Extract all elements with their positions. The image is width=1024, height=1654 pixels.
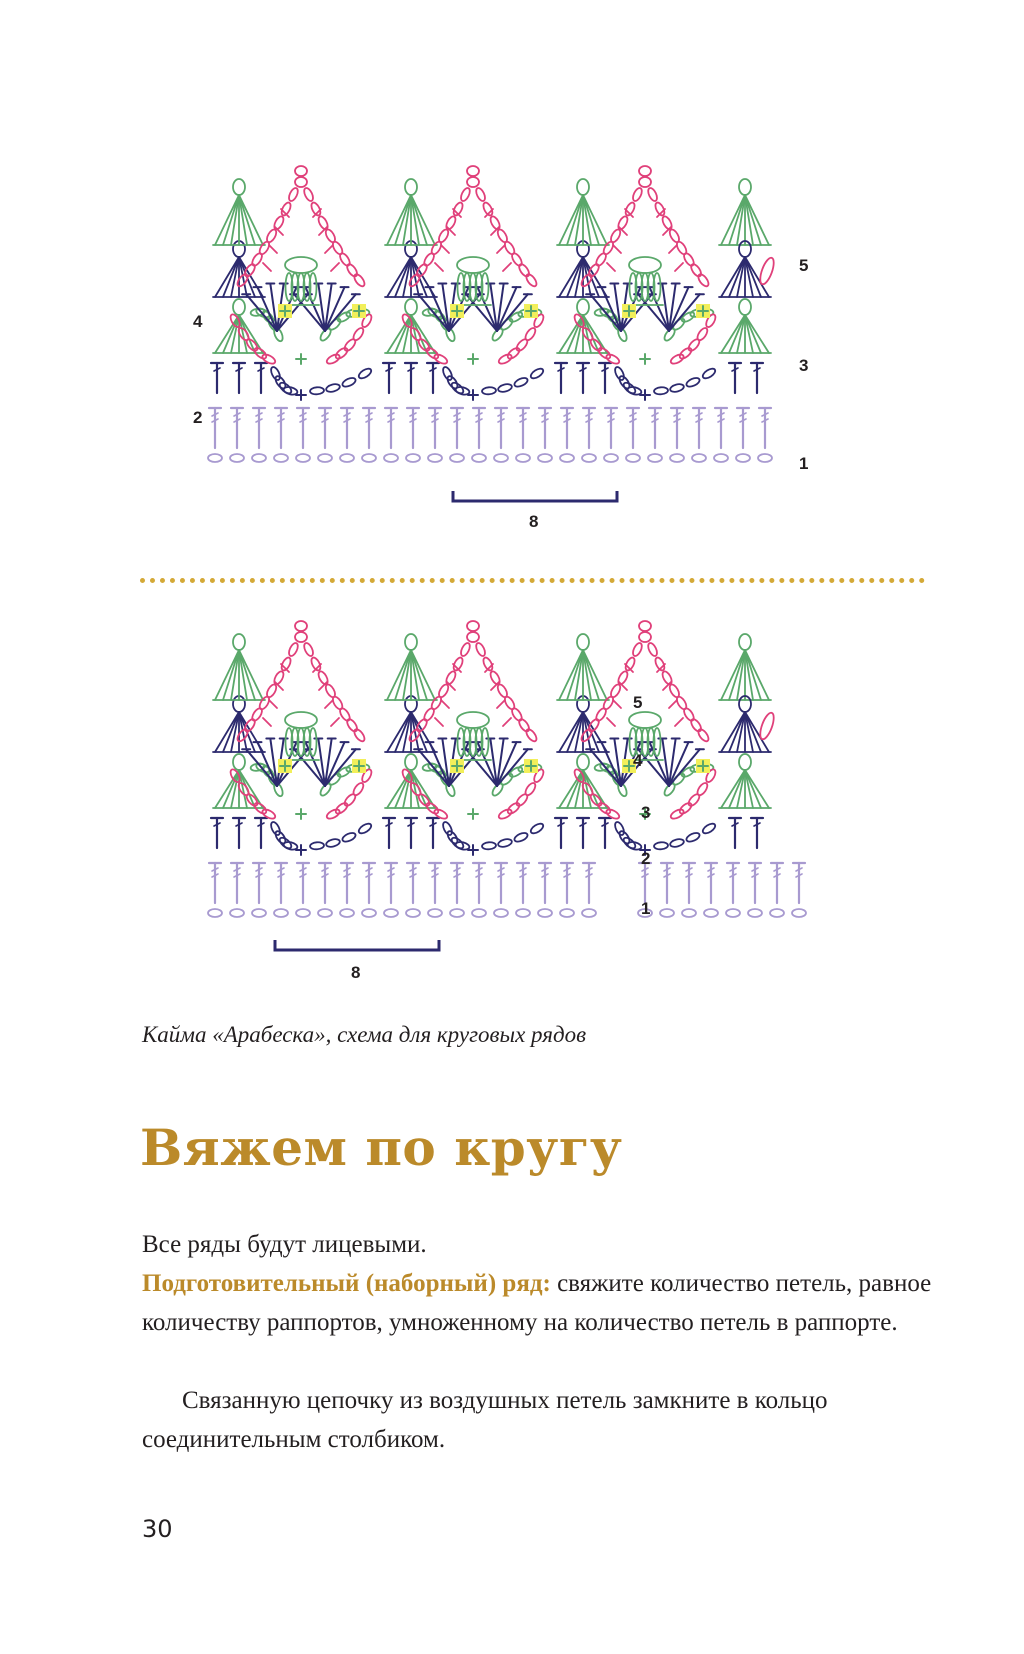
- row-label-3: 3: [641, 803, 651, 822]
- chart-stitch-pattern: [208, 166, 776, 462]
- row1-chain-stitch: [660, 909, 674, 917]
- row1-chain-stitch: [318, 909, 332, 917]
- row1-double-crochet: [561, 408, 573, 448]
- row1-double-crochet: [385, 863, 397, 903]
- row-label-4: 4: [193, 312, 203, 331]
- row1-chain-stitch: [450, 454, 464, 462]
- row2-double-crochet: [233, 363, 245, 393]
- row2-double-crochet: [211, 363, 223, 393]
- row5-cone-stitch: [213, 634, 265, 700]
- row1-double-crochet: [705, 863, 717, 903]
- row1-double-crochet: [209, 408, 221, 448]
- row1-chain-stitch: [792, 909, 806, 917]
- row1-double-crochet: [429, 863, 441, 903]
- row4-fan-stitch: [462, 738, 532, 786]
- row1-chain-stitch: [494, 454, 508, 462]
- row4-fan-stitch: [462, 283, 532, 331]
- row3-cone-stitch: [719, 754, 771, 808]
- row5-single-crochet: [450, 759, 464, 773]
- row5-single-crochet: [696, 304, 710, 318]
- row5-single-crochet: [352, 304, 366, 318]
- row-label-5: 5: [799, 256, 809, 275]
- row1-chain-stitch: [516, 909, 530, 917]
- row1-double-crochet: [297, 863, 309, 903]
- row1-double-crochet: [495, 863, 507, 903]
- row4-fan-stitch: [634, 283, 704, 331]
- row-label-1: 1: [641, 899, 651, 918]
- row1-double-crochet: [605, 408, 617, 448]
- row1-chain-stitch: [318, 454, 332, 462]
- row1-double-crochet: [539, 863, 551, 903]
- row1-chain-stitch: [670, 454, 684, 462]
- row1-double-crochet: [759, 408, 771, 448]
- row4-cone-stitch: [557, 696, 609, 752]
- row2-double-crochet: [233, 818, 245, 848]
- row1-double-crochet: [639, 863, 651, 903]
- row1-chain-stitch: [208, 909, 222, 917]
- row5-shell-stitch: [455, 257, 491, 305]
- row5-edge-stitch: [758, 256, 777, 286]
- row1-chain-stitch: [748, 909, 762, 917]
- row1-chain-stitch: [274, 909, 288, 917]
- row4-cone-stitch: [385, 696, 437, 752]
- row1-chain-stitch: [538, 454, 552, 462]
- row1-double-crochet: [253, 408, 265, 448]
- row5-shell-stitch: [283, 257, 319, 305]
- row5-cone-stitch: [213, 179, 265, 245]
- row1-double-crochet: [495, 408, 507, 448]
- row3-single-crochet: [468, 354, 478, 364]
- row1-double-crochet: [275, 408, 287, 448]
- row1-chain-stitch: [736, 454, 750, 462]
- row1-chain-stitch: [726, 909, 740, 917]
- figure-caption: Кайма «Арабеска», схема для круговых рядов: [142, 1022, 587, 1047]
- row5-single-crochet: [278, 304, 292, 318]
- row1-chain-stitch: [428, 454, 442, 462]
- row2-chain-arc: [269, 366, 298, 396]
- row4-fan-stitch: [634, 738, 704, 786]
- row1-double-crochet: [363, 408, 375, 448]
- repeat-label-8: 8: [351, 963, 361, 982]
- row2-double-crochet: [599, 818, 611, 848]
- row1-chain-stitch: [472, 454, 486, 462]
- row1-chain-stitch: [428, 909, 442, 917]
- foundation-row-text: свяжите количество петель, равное количеству раппортов, умноженному на количество петель в раппорте.: [142, 1270, 932, 1336]
- chart-stitch-pattern: [208, 621, 806, 917]
- row2-chain-arc: [441, 366, 470, 396]
- row1-chain-stitch: [692, 454, 706, 462]
- row3-single-crochet: [296, 354, 306, 364]
- row2-double-crochet: [555, 818, 567, 848]
- row2-double-crochet: [211, 818, 223, 848]
- row2-chain-arc: [310, 822, 373, 850]
- row2-double-crochet: [405, 818, 417, 848]
- row1-double-crochet: [231, 408, 243, 448]
- row2-double-crochet: [383, 363, 395, 393]
- row2-double-crochet: [383, 818, 395, 848]
- row1-double-crochet: [209, 863, 221, 903]
- row3-single-crochet: [468, 809, 478, 819]
- paragraph-foundation-row: [142, 1264, 942, 1342]
- dotted-divider: [140, 578, 925, 583]
- row1-chain-stitch: [714, 454, 728, 462]
- row5-cone-stitch: [719, 179, 771, 245]
- row1-chain-stitch: [538, 909, 552, 917]
- row1-double-crochet: [793, 863, 805, 903]
- row1-double-crochet: [749, 863, 761, 903]
- row4-cone-stitch: [385, 241, 437, 297]
- row5-shell-stitch: [283, 712, 319, 760]
- row1-chain-stitch: [230, 909, 244, 917]
- row-label-1: 1: [799, 454, 809, 473]
- section-heading: Вяжем по кругу: [140, 1118, 623, 1177]
- row2-chain-arc: [654, 822, 717, 850]
- row1-double-crochet: [341, 408, 353, 448]
- row2-chain-arc: [310, 367, 373, 395]
- row1-chain-stitch: [560, 454, 574, 462]
- row2-double-crochet: [751, 818, 763, 848]
- row2-double-crochet: [405, 363, 417, 393]
- term-foundation-row: Подготовительный (наборный) ряд:: [142, 1270, 551, 1297]
- row1-chain-stitch: [582, 454, 596, 462]
- crochet-chart-circular: [205, 600, 870, 1020]
- row1-double-crochet: [253, 863, 265, 903]
- row1-double-crochet: [275, 863, 287, 903]
- row-label-2: 2: [641, 849, 651, 868]
- row1-chain-stitch: [406, 454, 420, 462]
- row1-double-crochet: [451, 408, 463, 448]
- row1-double-crochet: [715, 408, 727, 448]
- row1-chain-stitch: [770, 909, 784, 917]
- row-label-3: 3: [799, 356, 809, 375]
- row1-double-crochet: [771, 863, 783, 903]
- row5-shell-stitch: [455, 712, 491, 760]
- row1-chain-stitch: [682, 909, 696, 917]
- page-number: 30: [142, 1515, 173, 1543]
- row1-double-crochet: [385, 408, 397, 448]
- repeat-bracket: [453, 491, 617, 531]
- row5-single-crochet: [352, 759, 366, 773]
- row5-single-crochet: [450, 304, 464, 318]
- row1-double-crochet: [539, 408, 551, 448]
- row1-double-crochet: [583, 863, 595, 903]
- row5-shell-stitch: [627, 257, 663, 305]
- repeat-bracket: [275, 940, 439, 982]
- row1-chain-stitch: [450, 909, 464, 917]
- row1-chain-stitch: [406, 909, 420, 917]
- crochet-chart-linear: [193, 155, 870, 555]
- row1-double-crochet: [661, 863, 673, 903]
- row5-cone-stitch: [385, 634, 437, 700]
- row1-double-crochet: [627, 408, 639, 448]
- row1-chain-stitch: [362, 454, 376, 462]
- row4-cone-stitch: [213, 696, 265, 752]
- row1-chain-stitch: [252, 454, 266, 462]
- row2-chain-arc: [441, 821, 470, 851]
- row1-chain-stitch: [362, 909, 376, 917]
- row1-double-crochet: [561, 863, 573, 903]
- row3-single-crochet: [640, 354, 650, 364]
- row5-cone-stitch: [385, 179, 437, 245]
- row5-single-crochet: [622, 304, 636, 318]
- crochet-diagram-bottom: [205, 600, 870, 1020]
- row1-double-crochet: [517, 863, 529, 903]
- row2-double-crochet: [729, 363, 741, 393]
- row1-double-crochet: [451, 863, 463, 903]
- row5-edge-stitch: [758, 711, 777, 741]
- row1-chain-stitch: [340, 909, 354, 917]
- row2-double-crochet: [729, 818, 741, 848]
- crochet-diagram-top: [193, 155, 870, 555]
- row1-chain-stitch: [208, 454, 222, 462]
- row1-double-crochet: [319, 408, 331, 448]
- row1-double-crochet: [473, 408, 485, 448]
- row1-chain-stitch: [704, 909, 718, 917]
- row5-cone-stitch: [557, 634, 609, 700]
- row-label-5: 5: [633, 693, 643, 712]
- row1-chain-stitch: [516, 454, 530, 462]
- row4-cone-stitch: [557, 241, 609, 297]
- row4-fan-stitch: [290, 283, 360, 331]
- row2-chain-arc: [269, 821, 298, 851]
- row1-chain-stitch: [296, 909, 310, 917]
- row2-double-crochet: [751, 363, 763, 393]
- row-label-2: 2: [193, 408, 203, 427]
- row1-chain-stitch: [230, 454, 244, 462]
- row1-chain-stitch: [494, 909, 508, 917]
- row1-double-crochet: [649, 408, 661, 448]
- row1-chain-stitch: [648, 454, 662, 462]
- row1-double-crochet: [473, 863, 485, 903]
- row1-chain-stitch: [296, 454, 310, 462]
- row1-double-crochet: [429, 408, 441, 448]
- row1-double-crochet: [297, 408, 309, 448]
- row5-single-crochet: [524, 304, 538, 318]
- row2-double-crochet: [577, 818, 589, 848]
- row2-double-crochet: [427, 818, 439, 848]
- row2-double-crochet: [427, 363, 439, 393]
- row1-chain-stitch: [384, 909, 398, 917]
- row1-chain-stitch: [340, 454, 354, 462]
- repeat-label-8: 8: [529, 512, 539, 531]
- row2-double-crochet: [577, 363, 589, 393]
- row1-chain-stitch: [604, 454, 618, 462]
- row2-chain-arc: [482, 367, 545, 395]
- row1-double-crochet: [671, 408, 683, 448]
- row5-cone-stitch: [719, 634, 771, 700]
- row2-double-crochet: [555, 363, 567, 393]
- row1-double-crochet: [693, 408, 705, 448]
- row1-double-crochet: [407, 408, 419, 448]
- row2-chain-arc: [613, 821, 642, 851]
- row1-chain-stitch: [626, 454, 640, 462]
- row2-double-crochet: [255, 363, 267, 393]
- row5-single-crochet: [524, 759, 538, 773]
- row5-cone-stitch: [557, 179, 609, 245]
- row1-chain-stitch: [758, 454, 772, 462]
- row-label-4: 4: [633, 751, 643, 770]
- row4-cone-stitch: [213, 241, 265, 297]
- row2-chain-arc: [613, 366, 642, 396]
- row1-double-crochet: [407, 863, 419, 903]
- row1-double-crochet: [341, 863, 353, 903]
- row2-chain-arc: [654, 367, 717, 395]
- row2-chain-arc: [482, 822, 545, 850]
- paragraph-all-rows: Все ряды будут лицевыми.: [142, 1231, 427, 1258]
- row3-single-crochet: [296, 809, 306, 819]
- row1-chain-stitch: [582, 909, 596, 917]
- row1-chain-stitch: [384, 454, 398, 462]
- row5-single-crochet: [696, 759, 710, 773]
- row1-double-crochet: [737, 408, 749, 448]
- row1-double-crochet: [683, 863, 695, 903]
- row4-fan-stitch: [290, 738, 360, 786]
- row2-double-crochet: [599, 363, 611, 393]
- row1-chain-stitch: [472, 909, 486, 917]
- row1-double-crochet: [319, 863, 331, 903]
- row5-single-crochet: [278, 759, 292, 773]
- row2-double-crochet: [255, 818, 267, 848]
- row1-chain-stitch: [274, 454, 288, 462]
- row1-double-crochet: [727, 863, 739, 903]
- row1-double-crochet: [231, 863, 243, 903]
- paragraph-join-ring: Связанную цепочку из воздушных петель замкните в кольцо соединительным столбиком.: [142, 1387, 828, 1453]
- row1-chain-stitch: [252, 909, 266, 917]
- row1-double-crochet: [517, 408, 529, 448]
- row3-cone-stitch: [719, 299, 771, 353]
- row1-chain-stitch: [560, 909, 574, 917]
- row1-double-crochet: [583, 408, 595, 448]
- row1-double-crochet: [363, 863, 375, 903]
